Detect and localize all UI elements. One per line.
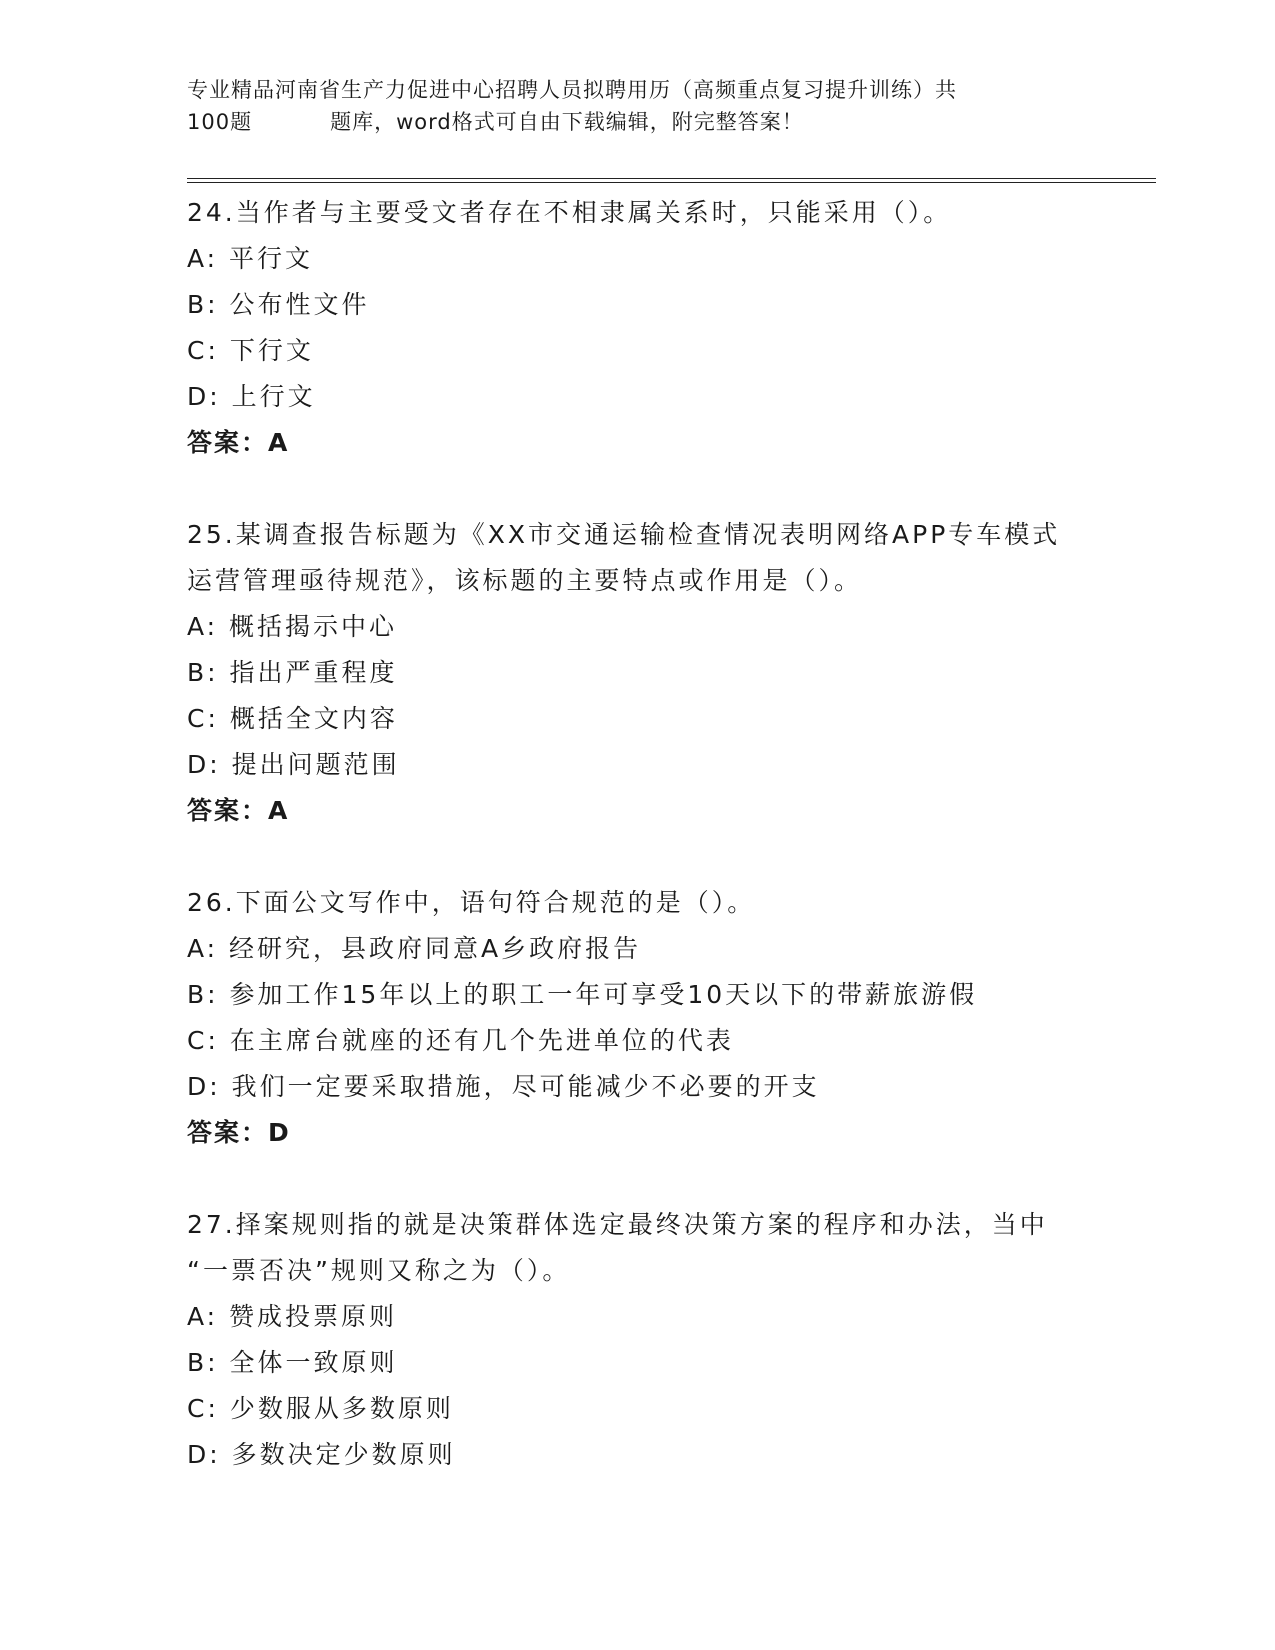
question-stem-continued: “一票否决”规则又称之为（）。	[187, 1256, 571, 1285]
header-line-2	[187, 106, 1087, 138]
option-d: D: 上行文	[187, 382, 316, 411]
question-stem: 24.当作者与主要受文者存在不相隶属关系时，只能采用（）。	[187, 198, 952, 227]
question-27	[187, 1202, 1087, 1478]
question-24	[187, 190, 1087, 466]
option-d: D: 提出问题范围	[187, 750, 400, 779]
document-header	[187, 74, 1087, 138]
option-a: A: 经研究，县政府同意A乡政府报告	[187, 934, 642, 963]
question-list	[187, 190, 1087, 1478]
option-a: A: 平行文	[187, 244, 314, 273]
question-25	[187, 512, 1087, 834]
option-b: B: 参加工作15年以上的职工一年可享受10天以下的带薪旅游假	[187, 980, 978, 1009]
answer-label: 答案：A	[187, 796, 290, 825]
option-c: C: 概括全文内容	[187, 704, 398, 733]
option-c: C: 下行文	[187, 336, 314, 365]
option-b: B: 指出严重程度	[187, 658, 398, 687]
option-c: C: 在主席台就座的还有几个先进单位的代表	[187, 1026, 734, 1055]
answer-label: 答案：D	[187, 1118, 291, 1147]
question-stem: 25.某调查报告标题为《XX市交通运输检查情况表明网络APP专车模式	[187, 520, 1061, 549]
header-divider-bottom	[187, 182, 1156, 183]
option-b: B: 公布性文件	[187, 290, 370, 319]
header-description: 题库，word格式可自由下载编辑，附完整答案！	[330, 110, 804, 134]
option-a: A: 概括揭示中心	[187, 612, 398, 641]
option-d: D: 多数决定少数原则	[187, 1440, 456, 1469]
option-c: C: 少数服从多数原则	[187, 1394, 454, 1423]
header-line-1: 专业精品河南省生产力促进中心招聘人员拟聘用历（高频重点复习提升训练）共	[187, 78, 957, 102]
question-26	[187, 880, 1087, 1156]
option-a: A: 赞成投票原则	[187, 1302, 398, 1331]
header-divider-top	[187, 178, 1156, 179]
question-stem-continued: 运营管理亟待规范》，该标题的主要特点或作用是（）。	[187, 566, 863, 595]
option-b: B: 全体一致原则	[187, 1348, 398, 1377]
option-d: D: 我们一定要采取措施，尽可能减少不必要的开支	[187, 1072, 820, 1101]
answer-label: 答案：A	[187, 428, 290, 457]
header-question-count: 100题	[187, 110, 253, 134]
question-stem: 27.择案规则指的就是决策群体选定最终决策方案的程序和办法，当中	[187, 1210, 1048, 1239]
question-stem: 26.下面公文写作中，语句符合规范的是（）。	[187, 888, 756, 917]
